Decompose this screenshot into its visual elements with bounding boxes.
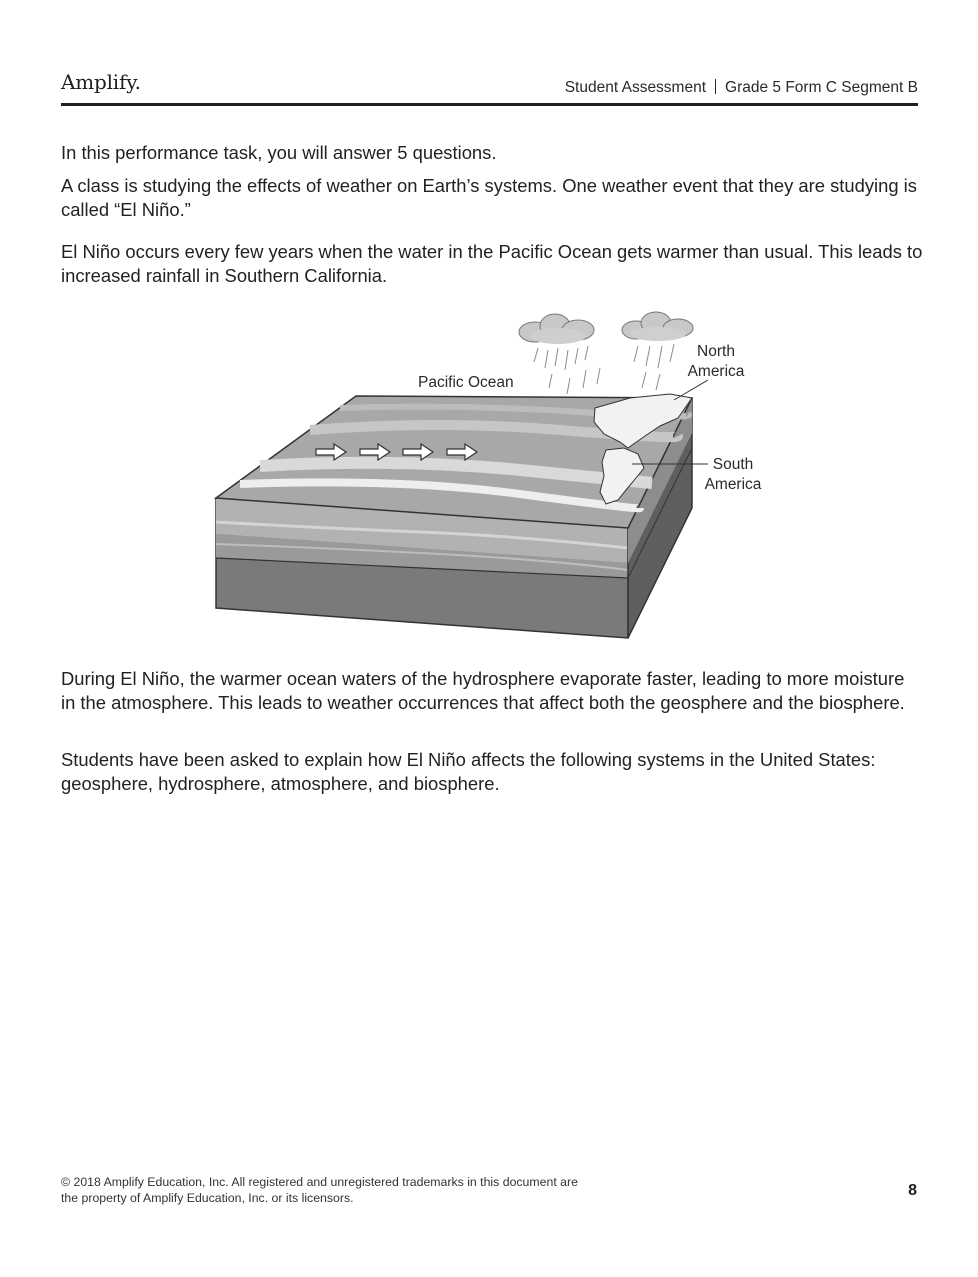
pacific-ocean-label: Pacific Ocean bbox=[418, 374, 514, 391]
south-america-label-line2: America bbox=[704, 476, 762, 493]
assessment-label: Student Assessment bbox=[564, 79, 707, 96]
el-nino-paragraph: El Niño occurs every few years when the water in the Pacific Ocean gets warmer than usual. This leads to increased rainfall in Southern California. bbox=[61, 241, 923, 286]
task-paragraph: Students have been asked to explain how El Niño affects the following systems in the United States: geosphere, hydrosphere, atmosphere, and biosphere. bbox=[61, 749, 876, 794]
south-america-label-line1: South bbox=[712, 456, 754, 473]
north-america-leader bbox=[674, 380, 708, 400]
form-label: Grade 5 Form C Segment B bbox=[725, 79, 918, 96]
header-info bbox=[565, 79, 918, 97]
intro-paragraph: In this performance task, you will answer 5 questions. bbox=[61, 142, 497, 163]
context-paragraph: A class is studying the effects of weather on Earth’s systems. One weather event that they are studying is called “El Niño.” bbox=[61, 175, 917, 220]
page-header bbox=[61, 70, 918, 106]
north-america-label-line1: North bbox=[697, 343, 735, 360]
header-separator bbox=[715, 79, 716, 94]
rain-cloud-right bbox=[622, 312, 693, 390]
copyright-notice: © 2018 Amplify Education, Inc. All registered and unregistered trademarks in this document are the property of Amplify Education, Inc. or its licensors. bbox=[61, 1175, 578, 1205]
page-number: 8 bbox=[908, 1182, 917, 1199]
evaporation-paragraph: During El Niño, the warmer ocean waters of the hydrosphere evaporate faster, leading to more moisture in the atmosphere. This leads to weather occurrences that affect both the geosphere and the biosphere. bbox=[61, 668, 905, 713]
rain-cloud-left bbox=[519, 314, 600, 394]
el-nino-diagram bbox=[200, 308, 800, 648]
north-america-label-line2: America bbox=[687, 363, 745, 380]
amplify-logo: Amplify. bbox=[61, 70, 141, 94]
